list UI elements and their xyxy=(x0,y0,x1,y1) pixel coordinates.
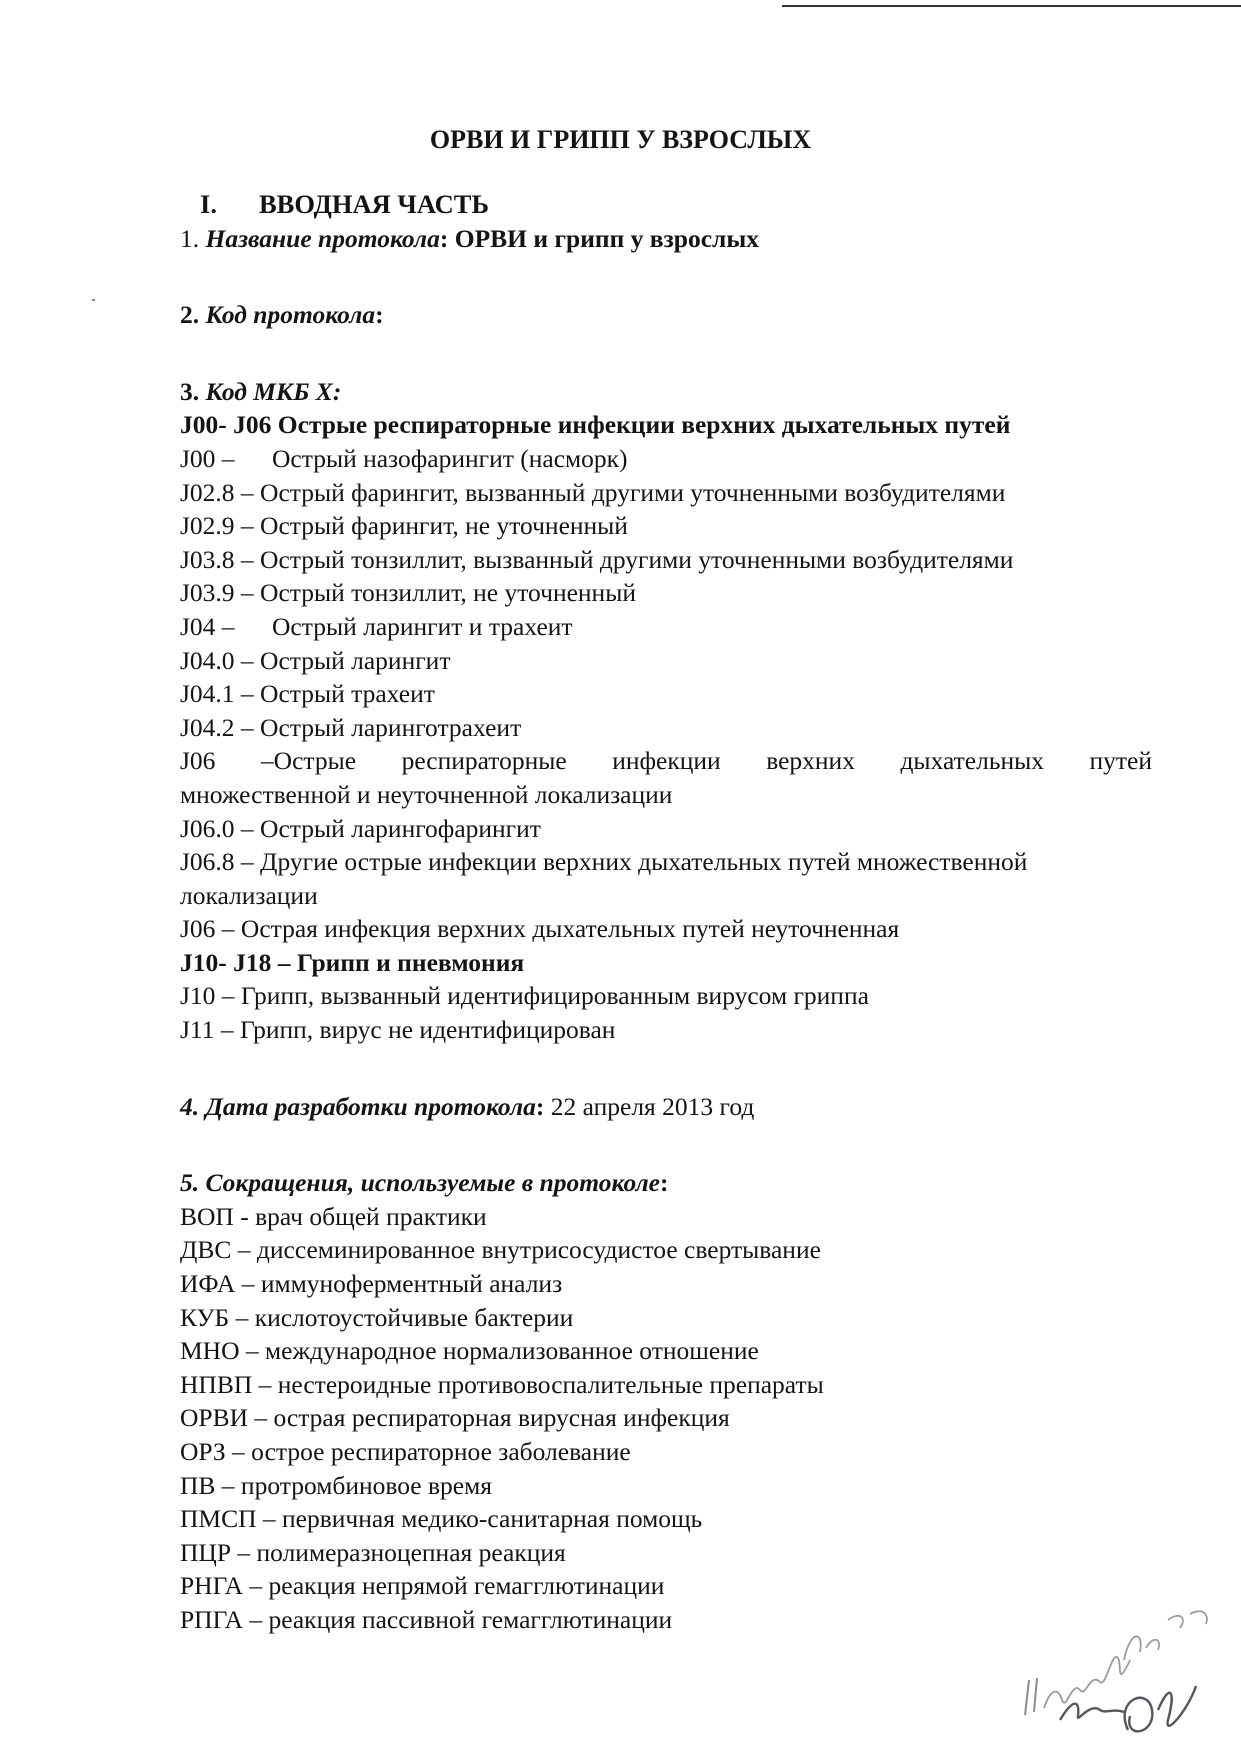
abbreviation-item: ИФА – иммуноферментный анализ xyxy=(180,1269,563,1299)
protocol-name-line xyxy=(180,222,1152,256)
code-line: J04.1 – Острый трахеит xyxy=(180,679,435,709)
top-edge-rule xyxy=(782,5,1241,7)
section-title: ВВОДНАЯ ЧАСТЬ xyxy=(259,189,489,219)
abbreviation-item: ВОП - врач общей практики xyxy=(180,1201,487,1231)
development-date-line xyxy=(180,1090,1152,1124)
code-line-j06-justified: J06 –Острые респираторные инфекции верхних дыхательных путей xyxy=(180,746,1152,776)
code-line: J02.8 – Острый фарингит, вызванный другими уточненными возбудителями xyxy=(180,477,1006,507)
code-line: J06 – Острая инфекция верхних дыхательных путей неуточненная xyxy=(180,914,900,944)
abbreviation-item: РНГА – реакция непрямой гемагглютинации xyxy=(180,1571,665,1601)
colon: : xyxy=(659,1168,669,1198)
abbreviation-item: ДВС – диссеминированное внутрисосудистое свертывание xyxy=(180,1235,821,1265)
abbreviation-item: РПГА – реакция пассивной гемагглютинации xyxy=(180,1604,673,1634)
code-line-continuation: множественной и неуточненной локализации xyxy=(180,779,673,809)
abbreviation-item: ПЦР – полимеразноцепная реакция xyxy=(180,1537,566,1567)
code-text: Острый ларингит и трахеит xyxy=(272,611,573,641)
group-heading-j10-j18: J10- J18 – Грипп и пневмония xyxy=(180,947,525,977)
code-line-continuation: локализации xyxy=(180,880,318,910)
item-number: 3. xyxy=(180,376,200,406)
development-date-label: 4. Дата разработки протокола xyxy=(180,1091,536,1121)
code-line: J11 – Грипп, вирус не идентифицирован xyxy=(180,1015,616,1045)
code-line: J04.0 – Острый ларингит xyxy=(180,645,451,675)
document-title: ОРВИ И ГРИПП У ВЗРОСЛЫХ xyxy=(429,125,812,154)
code-line: J03.9 – Острый тонзиллит, не уточненный xyxy=(180,578,636,608)
scan-speck xyxy=(92,299,95,301)
document-body xyxy=(180,188,1152,1637)
group-heading-j00-j06: J00- J06 Острые респираторные инфекции верхних дыхательных путей xyxy=(180,410,1011,440)
abbreviations-label: 5. Сокращения, используемые в протоколе xyxy=(180,1168,660,1198)
code-line: J06.8 – Другие острые инфекции верхних дыхательных путей множественной xyxy=(180,847,1028,877)
code-line: J04.2 – Острый ларинготрахеит xyxy=(180,712,522,742)
colon: : xyxy=(535,1091,545,1121)
colon: : xyxy=(375,300,384,330)
code-line: J10 – Грипп, вызванный идентифицированным вирусом гриппа xyxy=(180,981,869,1011)
code-text: Острый назофарингит (насморк) xyxy=(272,443,628,473)
abbreviation-item: ОРЗ – острое респираторное заболевание xyxy=(180,1437,631,1466)
abbreviations-heading xyxy=(180,1166,1152,1200)
handwritten-initials xyxy=(1118,1590,1238,1750)
abbreviation-item: ПМСП – первичная медико-санитарная помощь xyxy=(180,1504,703,1534)
abbreviation-item: НПВП – нестероидные противовоспалительные препараты xyxy=(180,1369,824,1399)
section-heading xyxy=(180,188,1152,222)
code-line xyxy=(180,442,1152,476)
section-number: I. xyxy=(200,189,217,219)
protocol-name-value: ОРВИ и грипп у взрослых xyxy=(448,223,760,253)
protocol-code-line xyxy=(180,298,1152,332)
icd-code-label: Код МКБ Х: xyxy=(205,376,342,406)
code-line: J03.8 – Острый тонзиллит, вызванный другими уточненными возбудителями xyxy=(180,544,1014,574)
protocol-name-label: Название протокола xyxy=(205,223,440,253)
protocol-code-label: Код протокола xyxy=(205,300,376,330)
icd-code-line xyxy=(180,375,1152,409)
code-id: J00 – xyxy=(180,443,235,473)
abbreviation-item: ОРВИ – острая респираторная вирусная инфекция xyxy=(180,1403,730,1433)
abbreviation-item: КУБ – кислотоустойчивые бактерии xyxy=(180,1302,574,1332)
code-id: J04 – xyxy=(180,611,235,641)
abbreviation-item: ПВ – протромбиновое время xyxy=(180,1470,492,1500)
development-date-value: 22 апреля 2013 год xyxy=(544,1091,755,1121)
code-line: J06.0 – Острый ларингофарингит xyxy=(180,813,541,843)
item-number: 2. xyxy=(180,300,200,330)
abbreviation-item: МНО – международное нормализованное отношение xyxy=(180,1336,759,1366)
code-line: J02.9 – Острый фарингит, не уточненный xyxy=(180,511,628,541)
code-line xyxy=(180,610,1152,644)
colon: : xyxy=(439,223,449,253)
item-number: 1. xyxy=(180,223,200,253)
